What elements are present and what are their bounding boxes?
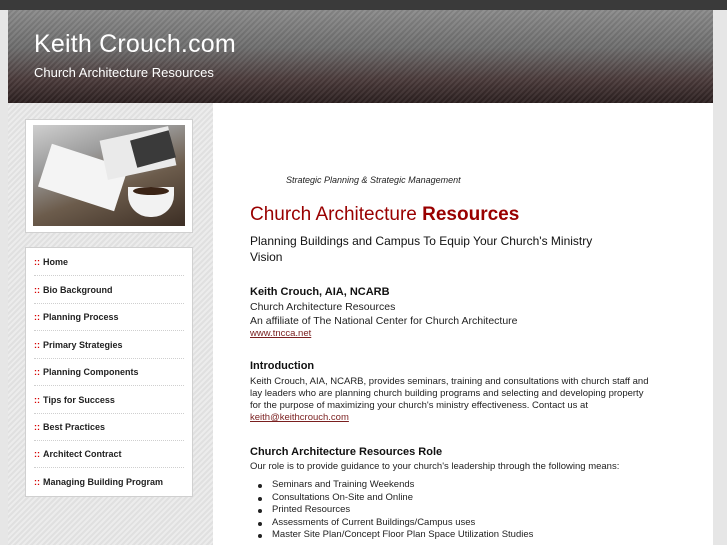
sidebar-item-planning-process[interactable] xyxy=(34,303,184,330)
sidebar-item-label: Planning Process xyxy=(43,311,119,322)
sidebar-item-label: Planning Components xyxy=(43,366,139,377)
sidebar-item-best-practices[interactable] xyxy=(34,413,184,440)
sidebar-item-home[interactable] xyxy=(34,248,184,275)
sidebar-nav xyxy=(25,247,193,497)
list-item: Assessments of Current Buildings/Campus uses xyxy=(258,517,533,530)
sidebar-item-managing-building-program[interactable] xyxy=(34,468,184,495)
page-title-bold: Resources xyxy=(422,204,520,225)
bullet-icon: :: xyxy=(34,448,40,459)
bullet-icon: :: xyxy=(34,394,40,405)
site-title[interactable]: Keith Crouch.com xyxy=(34,30,236,58)
sidebar-item-tips-for-success[interactable] xyxy=(34,386,184,413)
role-text: Our role is to provide guidance to your church's leadership through the following means: xyxy=(250,461,620,472)
sidebar-item-bio-background[interactable] xyxy=(34,276,184,303)
list-item: Master Site Plan/Concept Floor Plan Space Utilization Studies xyxy=(258,529,533,542)
role-heading: Church Architecture Resources Role xyxy=(250,446,443,458)
email-link[interactable]: keith@keithcrouch.com xyxy=(250,412,349,423)
intro-paragraph xyxy=(250,376,655,424)
bullet-icon: :: xyxy=(34,421,40,432)
bullet-icon: :: xyxy=(34,284,40,295)
list-item: Seminars and Training Weekends xyxy=(258,479,533,492)
sidebar-photo-frame xyxy=(25,119,193,233)
sidebar-item-architect-contract[interactable] xyxy=(34,440,184,467)
contact-affiliate: An affiliate of The National Center for Church Architecture xyxy=(250,315,518,327)
bullet-icon: :: xyxy=(34,256,40,267)
site-header xyxy=(8,10,713,103)
bullet-icon: :: xyxy=(34,311,40,322)
top-strip xyxy=(0,0,727,10)
page-title-normal: Church Architecture xyxy=(250,204,423,225)
sidebar-item-label: Managing Building Program xyxy=(43,476,164,487)
role-list xyxy=(258,479,533,542)
sidebar-item-label: Architect Contract xyxy=(43,448,122,459)
contact-org: Church Architecture Resources xyxy=(250,301,396,313)
intro-text: Keith Crouch, AIA, NCARB, provides seminars, training and consultations with church staff and lay leaders who are planning church building programs and selecting and developing property for the purpose of maximizing your church's ministry effectiveness. Contact us at xyxy=(250,376,649,411)
affiliate-link-wrap xyxy=(250,328,655,340)
page-subtitle: Planning Buildings and Campus To Equip Your Church's Ministry Vision xyxy=(250,234,593,264)
sidebar-item-planning-components[interactable] xyxy=(34,358,184,385)
contact-name: Keith Crouch, AIA, NCARB xyxy=(250,286,390,298)
affiliate-link[interactable]: www.tncca.net xyxy=(250,328,312,339)
list-item: Printed Resources xyxy=(258,504,533,517)
bullet-icon: :: xyxy=(34,339,40,350)
sidebar-item-label: Best Practices xyxy=(43,421,106,432)
sidebar-item-primary-strategies[interactable] xyxy=(34,331,184,358)
page-title xyxy=(250,204,519,226)
sidebar-item-label: Bio Background xyxy=(43,284,113,295)
bullet-icon: :: xyxy=(34,476,40,487)
sidebar-item-label: Tips for Success xyxy=(43,394,115,405)
tagline: Strategic Planning & Strategic Management xyxy=(286,175,461,185)
sidebar-item-label: Home xyxy=(43,256,69,267)
desk-calculator-coffee-image xyxy=(33,125,185,226)
intro-heading: Introduction xyxy=(250,360,315,372)
list-item: Consultations On-Site and Online xyxy=(258,492,533,505)
site-subtitle: Church Architecture Resources xyxy=(34,65,214,80)
bullet-icon: :: xyxy=(34,366,40,377)
sidebar-item-label: Primary Strategies xyxy=(43,339,123,350)
